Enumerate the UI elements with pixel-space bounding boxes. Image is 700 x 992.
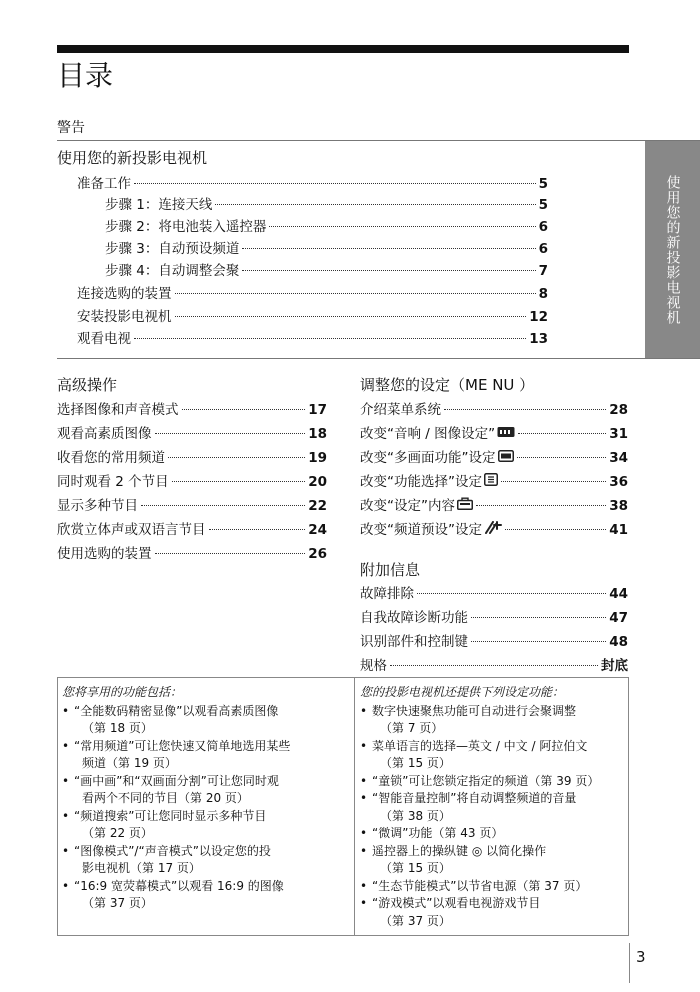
antenna-icon [484,521,502,534]
toc-entry[interactable] [57,400,327,420]
toc-entry[interactable] [77,329,548,349]
toc-entry[interactable] [57,424,327,444]
feature-item: • “智能音量控制”将自动调整频道的音量 （第 38 页） [360,790,628,825]
toc-page: 48 [609,634,628,650]
toc-label: 使用选购的装置 [57,546,152,562]
toc-entry[interactable] [105,261,548,281]
section-divider [57,140,700,141]
toc-label: 连接选购的装置 [77,286,172,302]
features-right-heading: 您的投影电视机还提供下列设定功能： [360,685,565,699]
toc-page: 47 [609,610,628,626]
toc-page: 36 [609,474,628,490]
features-box [57,677,629,936]
feature-select-icon [484,473,498,486]
side-tab-label: 使用您的新投影电视机 [664,175,681,325]
toc-page: 7 [538,263,548,279]
toc-page: 34 [609,450,628,466]
features-left [62,684,350,913]
toc-label: 安装投影电视机 [77,309,172,325]
sound-picture-icon [497,426,515,438]
section-heading: 使用您的新投影电视机 [57,149,208,167]
setup-toolbox-icon [457,497,473,510]
toc-label: 故障排除 [360,586,414,602]
toc-entry[interactable] [57,520,327,540]
page-number-rule [629,943,630,983]
feature-item: • “图像模式”/“声音模式”以设定您的投 影电视机（第 17 页） [62,843,350,878]
page-title: 目录 [57,59,114,92]
toc-label: 选择图像和声音模式 [57,402,179,418]
toc-entry[interactable] [77,284,548,304]
toc-label: 收看您的常用频道 [57,450,165,466]
section-divider [57,358,700,359]
toc-page: 20 [308,474,327,490]
toc-page: 19 [308,450,327,466]
feature-item: • “16:9 宽荧幕模式”以观看 16:9 的图像 （第 37 页） [62,878,350,913]
toc-page: 17 [308,402,327,418]
toc-page: 24 [308,522,327,538]
toc-label: 步骤 3：自动预设频道 [105,241,240,257]
toc-label: 欣赏立体声或双语言节目 [57,522,206,538]
toc-entry[interactable] [57,544,327,564]
toc-page: 5 [538,176,548,192]
toc-label: 规格 [360,658,387,674]
toc-entry[interactable] [105,195,548,215]
multi-picture-icon [498,450,514,462]
toc-page: 26 [308,546,327,562]
toc-entry[interactable] [105,239,548,259]
toc-page: 6 [538,241,548,257]
toc-page: 18 [308,426,327,442]
toc-page: 6 [538,219,548,235]
toc-entry[interactable] [360,496,628,516]
toc-label: 准备工作 [77,176,131,192]
toc-label: 介绍菜单系统 [360,402,441,418]
toc-entry[interactable] [360,520,628,540]
toc-label: 步骤 2：将电池装入遥控器 [105,219,267,235]
toc-label: 步骤 4：自动调整会聚 [105,263,240,279]
toc-entry[interactable] [360,608,628,628]
toc-label: 步骤 1：连接天线 [105,197,213,213]
feature-item: • “常用频道”可让您快速又简单地选用某些 频道（第 19 页） [62,738,350,773]
toc-entry[interactable] [360,656,628,676]
feature-item: • “游戏模式”以观看电视游戏节目 （第 37 页） [360,895,628,930]
toc-label: 自我故障诊断功能 [360,610,468,626]
toc-page: 31 [609,426,628,442]
toc-entry[interactable] [360,400,628,420]
toc-page: 12 [529,309,548,325]
toc-page: 44 [609,586,628,602]
feature-item: • “微调”功能（第 43 页） [360,825,628,843]
box-divider [354,678,355,935]
toc-page: 13 [529,331,548,347]
toc-entry[interactable] [57,496,327,516]
toc-label: 观看高素质图像 [57,426,152,442]
toc-entry[interactable] [360,448,628,468]
page-number: 3 [636,948,646,966]
side-tab [645,141,700,358]
feature-item: • “生态节能模式”以节省电源（第 37 页） [360,878,628,896]
feature-item: • 数字快速聚焦功能可自动进行会聚调整 （第 7 页） [360,703,628,738]
toc-page: 38 [609,498,628,514]
toc-label: 改变“设定”内容 [360,498,455,514]
toc-entry[interactable] [57,448,327,468]
toc-page: 22 [308,498,327,514]
toc-label: 改变“频道预设”设定 [360,522,482,538]
section-heading: 高级操作 [57,376,118,394]
toc-label: 显示多种节目 [57,498,138,514]
toc-page: 封底 [601,658,628,674]
toc-page: 28 [609,402,628,418]
toc-label: 改变“音响 / 图像设定” [360,426,496,442]
feature-item: • “画中画”和“双画面分割”可让您同时观 看两个不同的节目（第 20 页） [62,773,350,808]
feature-item: • 菜单语言的选择—英文 / 中文 / 阿拉伯文 （第 15 页） [360,738,628,773]
toc-entry[interactable] [360,424,628,444]
feature-item: • 遥控器上的操纵键 ◎ 以简化操作 （第 15 页） [360,843,628,878]
toc-label: 识别部件和控制键 [360,634,468,650]
toc-entry[interactable] [57,472,327,492]
toc-entry[interactable] [360,472,628,492]
feature-item: • “全能数码精密显像”以观看高素质图像 （第 18 页） [62,703,350,738]
toc-entry[interactable] [360,632,628,652]
toc-label: 改变“功能选择”设定 [360,474,482,490]
features-right [360,684,628,930]
toc-entry[interactable] [105,217,548,237]
toc-entry[interactable] [77,307,548,327]
feature-item: • “童锁”可让您锁定指定的频道（第 39 页） [360,773,628,791]
toc-label: 同时观看 2 个节目 [57,474,169,490]
header-rule [57,45,629,53]
toc-page: 8 [538,286,548,302]
features-left-heading: 您将享用的功能包括： [62,685,183,699]
warning-link[interactable]: 警告 [57,120,85,136]
section-heading: 附加信息 [360,561,421,579]
section-heading: 调整您的设定（ME NU ） [360,376,535,394]
toc-label: 改变“多画面功能”设定 [360,450,496,466]
feature-item: • “频道搜索”可让您同时显示多种节目 （第 22 页） [62,808,350,843]
toc-entry[interactable] [360,584,628,604]
toc-entry[interactable] [77,174,548,194]
toc-page: 5 [538,197,548,213]
toc-page: 41 [609,522,628,538]
toc-label: 观看电视 [77,331,131,347]
